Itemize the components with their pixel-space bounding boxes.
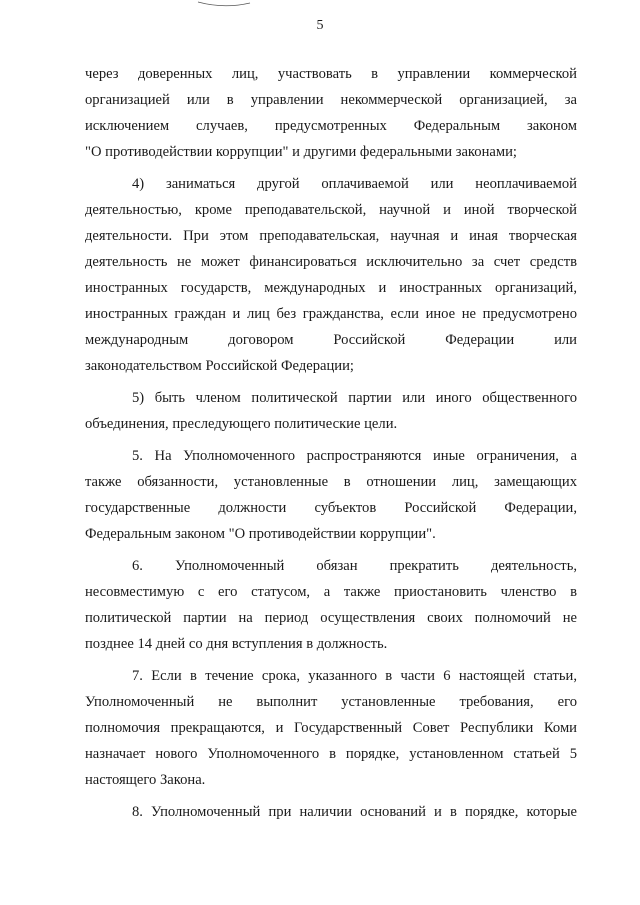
text-line: Уполномоченный не выполнит установленные требования, его [85, 694, 577, 710]
text-line: назначает нового Уполномоченного в порядке, установленном статьей 5 [85, 746, 577, 762]
text-line: 5. На Уполномоченного распространяются иные ограничения, а [132, 448, 577, 464]
paragraph-p4 [85, 443, 577, 547]
text-line: позднее 14 дней со дня вступления в должность. [85, 636, 388, 652]
text-line: через доверенных лиц, участвовать в управлении коммерческой [85, 66, 577, 82]
paragraph-p7 [85, 799, 577, 825]
text-line: "О противодействии коррупции" и другими федеральными законами; [85, 144, 517, 160]
text-line: государственные должности субъектов Российской Федерации, [85, 500, 577, 516]
paragraph-p2 [85, 171, 577, 379]
text-line: деятельности. При этом преподавательская, научная и иная творческая [85, 228, 577, 244]
text-line: Федеральным законом "О противодействии коррупции". [85, 526, 436, 542]
text-line: 4) заниматься другой оплачиваемой или неоплачиваемой [132, 176, 577, 192]
text-line: полномочия прекращаются, и Государственный Совет Республики Коми [85, 720, 577, 736]
scan-artifact-mark [196, 0, 252, 8]
text-line: 8. Уполномоченный при наличии оснований и в порядке, которые [132, 804, 577, 820]
text-line: исключением случаев, предусмотренных Федеральным законом [85, 118, 577, 134]
paragraph-p5 [85, 553, 577, 657]
text-line: политической партии на период осуществления своих полномочий не [85, 610, 577, 626]
text-line: настоящего Закона. [85, 772, 206, 788]
text-line: 5) быть членом политической партии или иного общественного [132, 390, 577, 406]
text-line: международным договором Российской Федерации или [85, 332, 577, 348]
text-line: несовместимую с его статусом, а также приостановить членство в [85, 584, 577, 600]
page-number: 5 [316, 18, 324, 33]
text-line: иностранных граждан и лиц без гражданства, если иное не предусмотрено [85, 306, 577, 322]
document-body [85, 61, 577, 831]
text-line: законодательством Российской Федерации; [85, 358, 354, 374]
text-line: деятельностью, кроме преподавательской, научной и иной творческой [85, 202, 577, 218]
paragraph-p6 [85, 663, 577, 793]
paragraph-p1 [85, 61, 577, 165]
text-line: объединения, преследующего политические цели. [85, 416, 398, 432]
paragraph-p3 [85, 385, 577, 437]
text-line: также обязанности, установленные в отношении лиц, замещающих [85, 474, 577, 490]
text-line: 6. Уполномоченный обязан прекратить деятельность, [132, 558, 577, 574]
text-line: организацией или в управлении некоммерческой организацией, за [85, 92, 577, 108]
text-line: иностранных государств, международных и иностранных организаций, [85, 280, 577, 296]
text-line: 7. Если в течение срока, указанного в части 6 настоящей статьи, [132, 668, 577, 684]
text-line: деятельность не может финансироваться исключительно за счет средств [85, 254, 577, 270]
